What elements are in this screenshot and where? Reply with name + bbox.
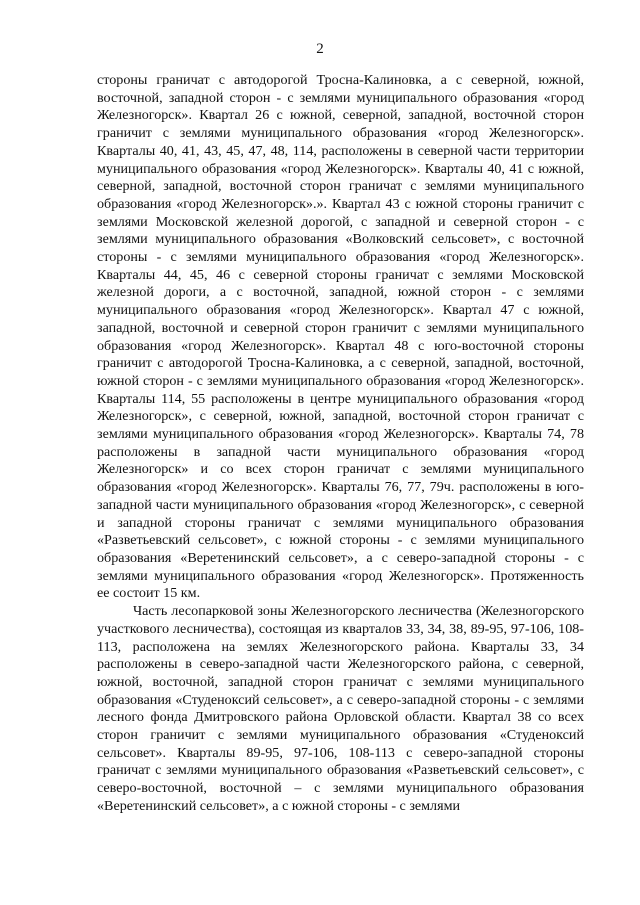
document-body	[97, 72, 584, 816]
paragraph-forest-zone: Часть лесопарковой зоны Железногорского лесничества (Железногорского участкового лесничества), состоящая из кварталов 33, 34, 38, 89-95, 97-106, 108-113, расположена на землях Железногорского района. Кварталы 33, 34 расположены в северо-западной части Железногорского района, с северной, южной, восточной, западной сторон граничат с землями муниципального образования «Студеноксий сельсовет», а с северо-западной стороны - с землями лесного фонда Дмитровского района Орловской области. Квартал 38 со всех сторон граничит с землями муниципального образования «Студеноксий сельсовет». Кварталы 89-95, 97-106, 108-113 с северо-западной стороны граничат с землями муниципального образования «Разветьевский сельсовет», с северо-восточной, восточной – с землями муниципального образования «Веретенинский сельсовет», а с южной стороны - с землями	[97, 603, 584, 814]
page-number: 2	[316, 41, 324, 57]
paragraph-continuation: стороны граничат с автодорогой Тросна-Калиновка, а с северной, южной, восточной, западной сторон - с землями муниципального образования «город Железногорск». Квартал 26 с южной, северной, западной, восточной сторон граничит с землями муниципального образования «город Железногорск». Кварталы 40, 41, 43, 45, 47, 48, 114, расположены в северной части территории муниципального образования «город Железногорск». Кварталы 40, 41 с южной, северной, западной, восточной сторон граничат с землями муниципального образования «город Железногорск».». Квартал 43 с южной стороны граничит с землями Московской железной дорогой, с западной и северной сторон - с землями муниципального образования «Волковский сельсовет», с восточной стороны - с землями муниципального образования «город Железногорск». Кварталы 44, 45, 46 с северной стороны граничат с землями Московской железной дороги, а с восточной, западной, южной сторон - с землями муниципального образования «город Железногорск». Квартал 47 с южной, западной, восточной и северной сторон граничит с землями муниципального образования «город Железногорск». Квартал 48 с юго-восточной стороны граничит с автодорогой Тросна-Калиновка, а с северной, западной, восточной, южной сторон - с землями муниципального образования «город Железногорск». Кварталы 114, 55 расположены в центре муниципального образования «город Железногорск», с северной, южной, западной, восточной сторон граничат с землями муниципального образования «город Железногорск». Кварталы 74, 78 расположены в западной части муниципального образования «город Железногорск» и со всех сторон граничат с землями муниципального образования «город Железногорск». Кварталы 76, 77, 79ч. расположены в юго-западной части муниципального образования «город Железногорск», с северной и западной стороны граничат с землями муниципального образования «Разветьевский сельсовет», с южной стороны - с землями муниципального образования «Веретенинский сельсовет», а с северо-западной стороны - с землями муниципального образования «город Железногорск». Протяженность ее состоит 15 км.	[97, 72, 584, 602]
